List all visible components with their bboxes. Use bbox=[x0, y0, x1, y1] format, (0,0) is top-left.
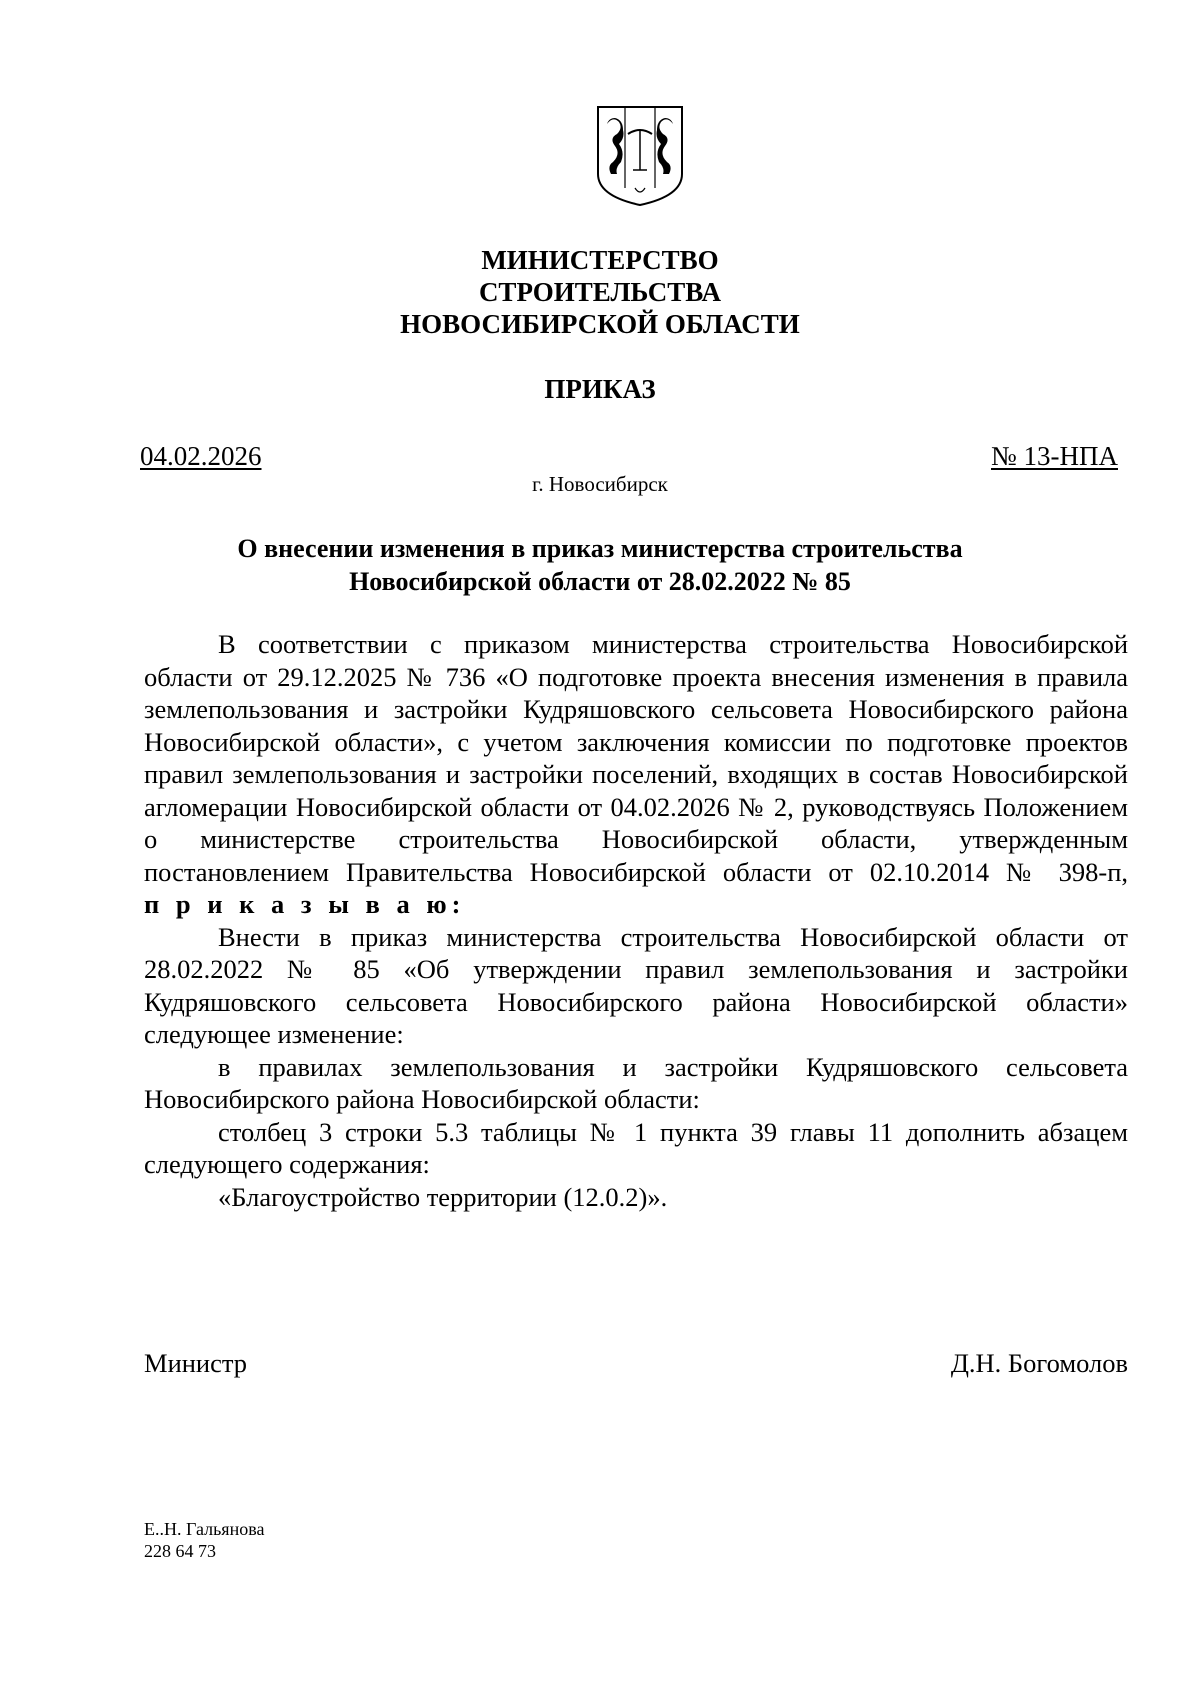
ministry-line-1: МИНИСТЕРСТВО bbox=[481, 245, 719, 275]
signatory-name: Д.Н. Богомолов bbox=[950, 1348, 1128, 1378]
ministry-line-2: СТРОИТЕЛЬСТВА bbox=[478, 277, 722, 307]
document-body bbox=[144, 628, 1128, 1213]
executor-info bbox=[144, 1518, 264, 1562]
document-number: № 13-НПА bbox=[991, 441, 1118, 471]
signatory-role: Министр bbox=[144, 1348, 248, 1378]
body-paragraph-3: столбец 3 строки 5.3 таблицы № 1 пункта 39 главы 11 дополнить абзацем следующего содержания: bbox=[144, 1116, 1128, 1179]
order-word-text: п р и к а з ы в а ю: bbox=[144, 889, 466, 919]
subject-line-2: Новосибирской области от 28.02.2022 № 85 bbox=[349, 567, 851, 596]
executor-name: Е..Н. Гальянова bbox=[144, 1519, 265, 1539]
document-subject bbox=[0, 532, 1200, 598]
ministry-line-3: НОВОСИБИРСКОЙ ОБЛАСТИ bbox=[400, 309, 800, 339]
preamble-paragraph: В соответствии с приказом министерства строительства Новосибирской области от 29.12.2025 № 736 «О подготовке проекта внесения изменения в правила землепользования и застройки Кудряшовского сельсовета Новосибирского района Новосибирской области», с учетом заключения комиссии по подготовке проектов правил землепользования и застройки поселений, входящих в состав Новосибирской агломерации Новосибирской области от 04.02.2026 № 2, руководствуясь Положением о министерстве строительства Новосибирской области, утвержденным постановлением Правительства Новосибирской области от 02.10.2014 № 398-п, bbox=[144, 629, 1128, 887]
document-date: 04.02.2026 bbox=[140, 441, 262, 471]
body-paragraph-1: Внести в приказ министерства строительства Новосибирской области от 28.02.2022 № 85 «Об утверждении правил землепользования и застройки Кудряшовского сельсовета Новосибирского района Новосибирской области» следующее изменение: bbox=[144, 921, 1128, 1049]
body-paragraph-4: «Благоустройство территории (12.0.2)». bbox=[218, 1181, 668, 1212]
document-type: ПРИКАЗ bbox=[544, 374, 656, 404]
novosibirsk-coat-of-arms-icon bbox=[595, 104, 685, 208]
order-word bbox=[144, 888, 1128, 921]
executor-phone: 228 64 73 bbox=[144, 1541, 216, 1561]
body-paragraph-2: в правилах землепользования и застройки Кудряшовского сельсовета Новосибирского района Новосибирской области: bbox=[144, 1051, 1128, 1114]
subject-line-1: О внесении изменения в приказ министерства строительства bbox=[237, 534, 963, 563]
document-city: г. Новосибирск bbox=[532, 472, 668, 496]
ministry-name bbox=[0, 244, 1200, 340]
